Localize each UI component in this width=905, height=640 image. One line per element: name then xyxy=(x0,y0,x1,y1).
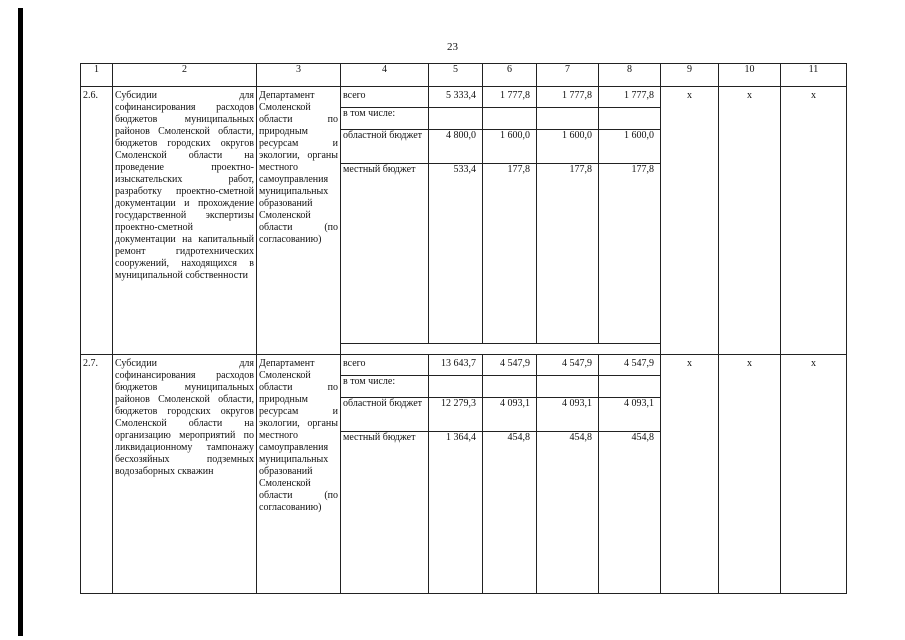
item-description: Субсидии для софинансирования расходов бюджетов муниципальных районов Смоленской области, бюджетов городских округов Смоленской области на проведение проектно-изыскательских работ, разработку проектно-сметной документации и прохождение государственной экспертизы проектно-сметной документации на капитальный ремонт гидротехнических сооружений, находящихся в муниципальной собственности xyxy=(113,87,257,355)
indicator-cell: х xyxy=(661,87,719,355)
amount-cell: 533,4 xyxy=(429,164,483,344)
amount-cell: 4 093,1 xyxy=(483,398,537,432)
item-description: Субсидии для софинансирования расходов бюджетов муниципальных районов Смоленской области, бюджетов городских округов Смоленской области на организацию мероприятий по ликвидационному тампонажу бесхозяйных подземных водозаборных скважин xyxy=(113,355,257,594)
column-number: 8 xyxy=(599,64,661,87)
column-number: 2 xyxy=(113,64,257,87)
column-number-row xyxy=(81,64,847,87)
column-number: 3 xyxy=(257,64,341,87)
table-row xyxy=(81,355,847,376)
amount-cell: 1 777,8 xyxy=(537,87,599,108)
amount-cell xyxy=(537,376,599,398)
binding-margin-bar xyxy=(18,8,23,636)
spacer-cell xyxy=(341,344,661,355)
amount-cell xyxy=(483,376,537,398)
amount-cell: 1 364,4 xyxy=(429,432,483,594)
amount-cell xyxy=(599,376,661,398)
column-number: 10 xyxy=(719,64,781,87)
funding-label: областной бюджет xyxy=(341,398,429,432)
funding-label: всего xyxy=(341,355,429,376)
amount-cell: 454,8 xyxy=(537,432,599,594)
page-number: 23 xyxy=(447,41,458,53)
item-code: 2.6. xyxy=(81,87,113,355)
amount-cell: 177,8 xyxy=(483,164,537,344)
column-number: 4 xyxy=(341,64,429,87)
amount-cell xyxy=(483,108,537,130)
funding-label: областной бюджет xyxy=(341,130,429,164)
amount-cell: 454,8 xyxy=(483,432,537,594)
funding-label: в том числе: xyxy=(341,376,429,398)
funding-label: всего xyxy=(341,87,429,108)
table-row xyxy=(81,87,847,108)
indicator-cell: х xyxy=(719,355,781,594)
budget-table xyxy=(80,63,847,594)
amount-cell: 13 643,7 xyxy=(429,355,483,376)
item-executor: Департамент Смоленской области по природным ресурсам и экологии, органы местного самоуправления муниципальных образований Смоленской области (по согласованию) xyxy=(257,87,341,355)
indicator-cell: х xyxy=(781,355,847,594)
column-number: 5 xyxy=(429,64,483,87)
column-number: 6 xyxy=(483,64,537,87)
column-number: 11 xyxy=(781,64,847,87)
amount-cell xyxy=(429,108,483,130)
amount-cell: 4 547,9 xyxy=(599,355,661,376)
item-code: 2.7. xyxy=(81,355,113,594)
column-number: 7 xyxy=(537,64,599,87)
column-number: 9 xyxy=(661,64,719,87)
indicator-cell: х xyxy=(781,87,847,355)
amount-cell: 5 333,4 xyxy=(429,87,483,108)
funding-label: местный бюджет xyxy=(341,432,429,594)
indicator-cell: х xyxy=(661,355,719,594)
funding-label: в том числе: xyxy=(341,108,429,130)
column-number: 1 xyxy=(81,64,113,87)
indicator-cell: х xyxy=(719,87,781,355)
amount-cell: 4 800,0 xyxy=(429,130,483,164)
amount-cell: 1 600,0 xyxy=(599,130,661,164)
amount-cell: 454,8 xyxy=(599,432,661,594)
amount-cell xyxy=(537,108,599,130)
amount-cell: 12 279,3 xyxy=(429,398,483,432)
funding-label: местный бюджет xyxy=(341,164,429,344)
amount-cell: 4 547,9 xyxy=(537,355,599,376)
amount-cell: 177,8 xyxy=(599,164,661,344)
amount-cell xyxy=(599,108,661,130)
amount-cell: 4 547,9 xyxy=(483,355,537,376)
amount-cell: 177,8 xyxy=(537,164,599,344)
amount-cell: 4 093,1 xyxy=(599,398,661,432)
amount-cell: 1 777,8 xyxy=(599,87,661,108)
amount-cell xyxy=(429,376,483,398)
amount-cell: 1 600,0 xyxy=(483,130,537,164)
amount-cell: 4 093,1 xyxy=(537,398,599,432)
amount-cell: 1 600,0 xyxy=(537,130,599,164)
item-executor: Департамент Смоленской области по природным ресурсам и экологии, органы местного самоуправления муниципальных образований Смоленской области (по согласованию) xyxy=(257,355,341,594)
amount-cell: 1 777,8 xyxy=(483,87,537,108)
